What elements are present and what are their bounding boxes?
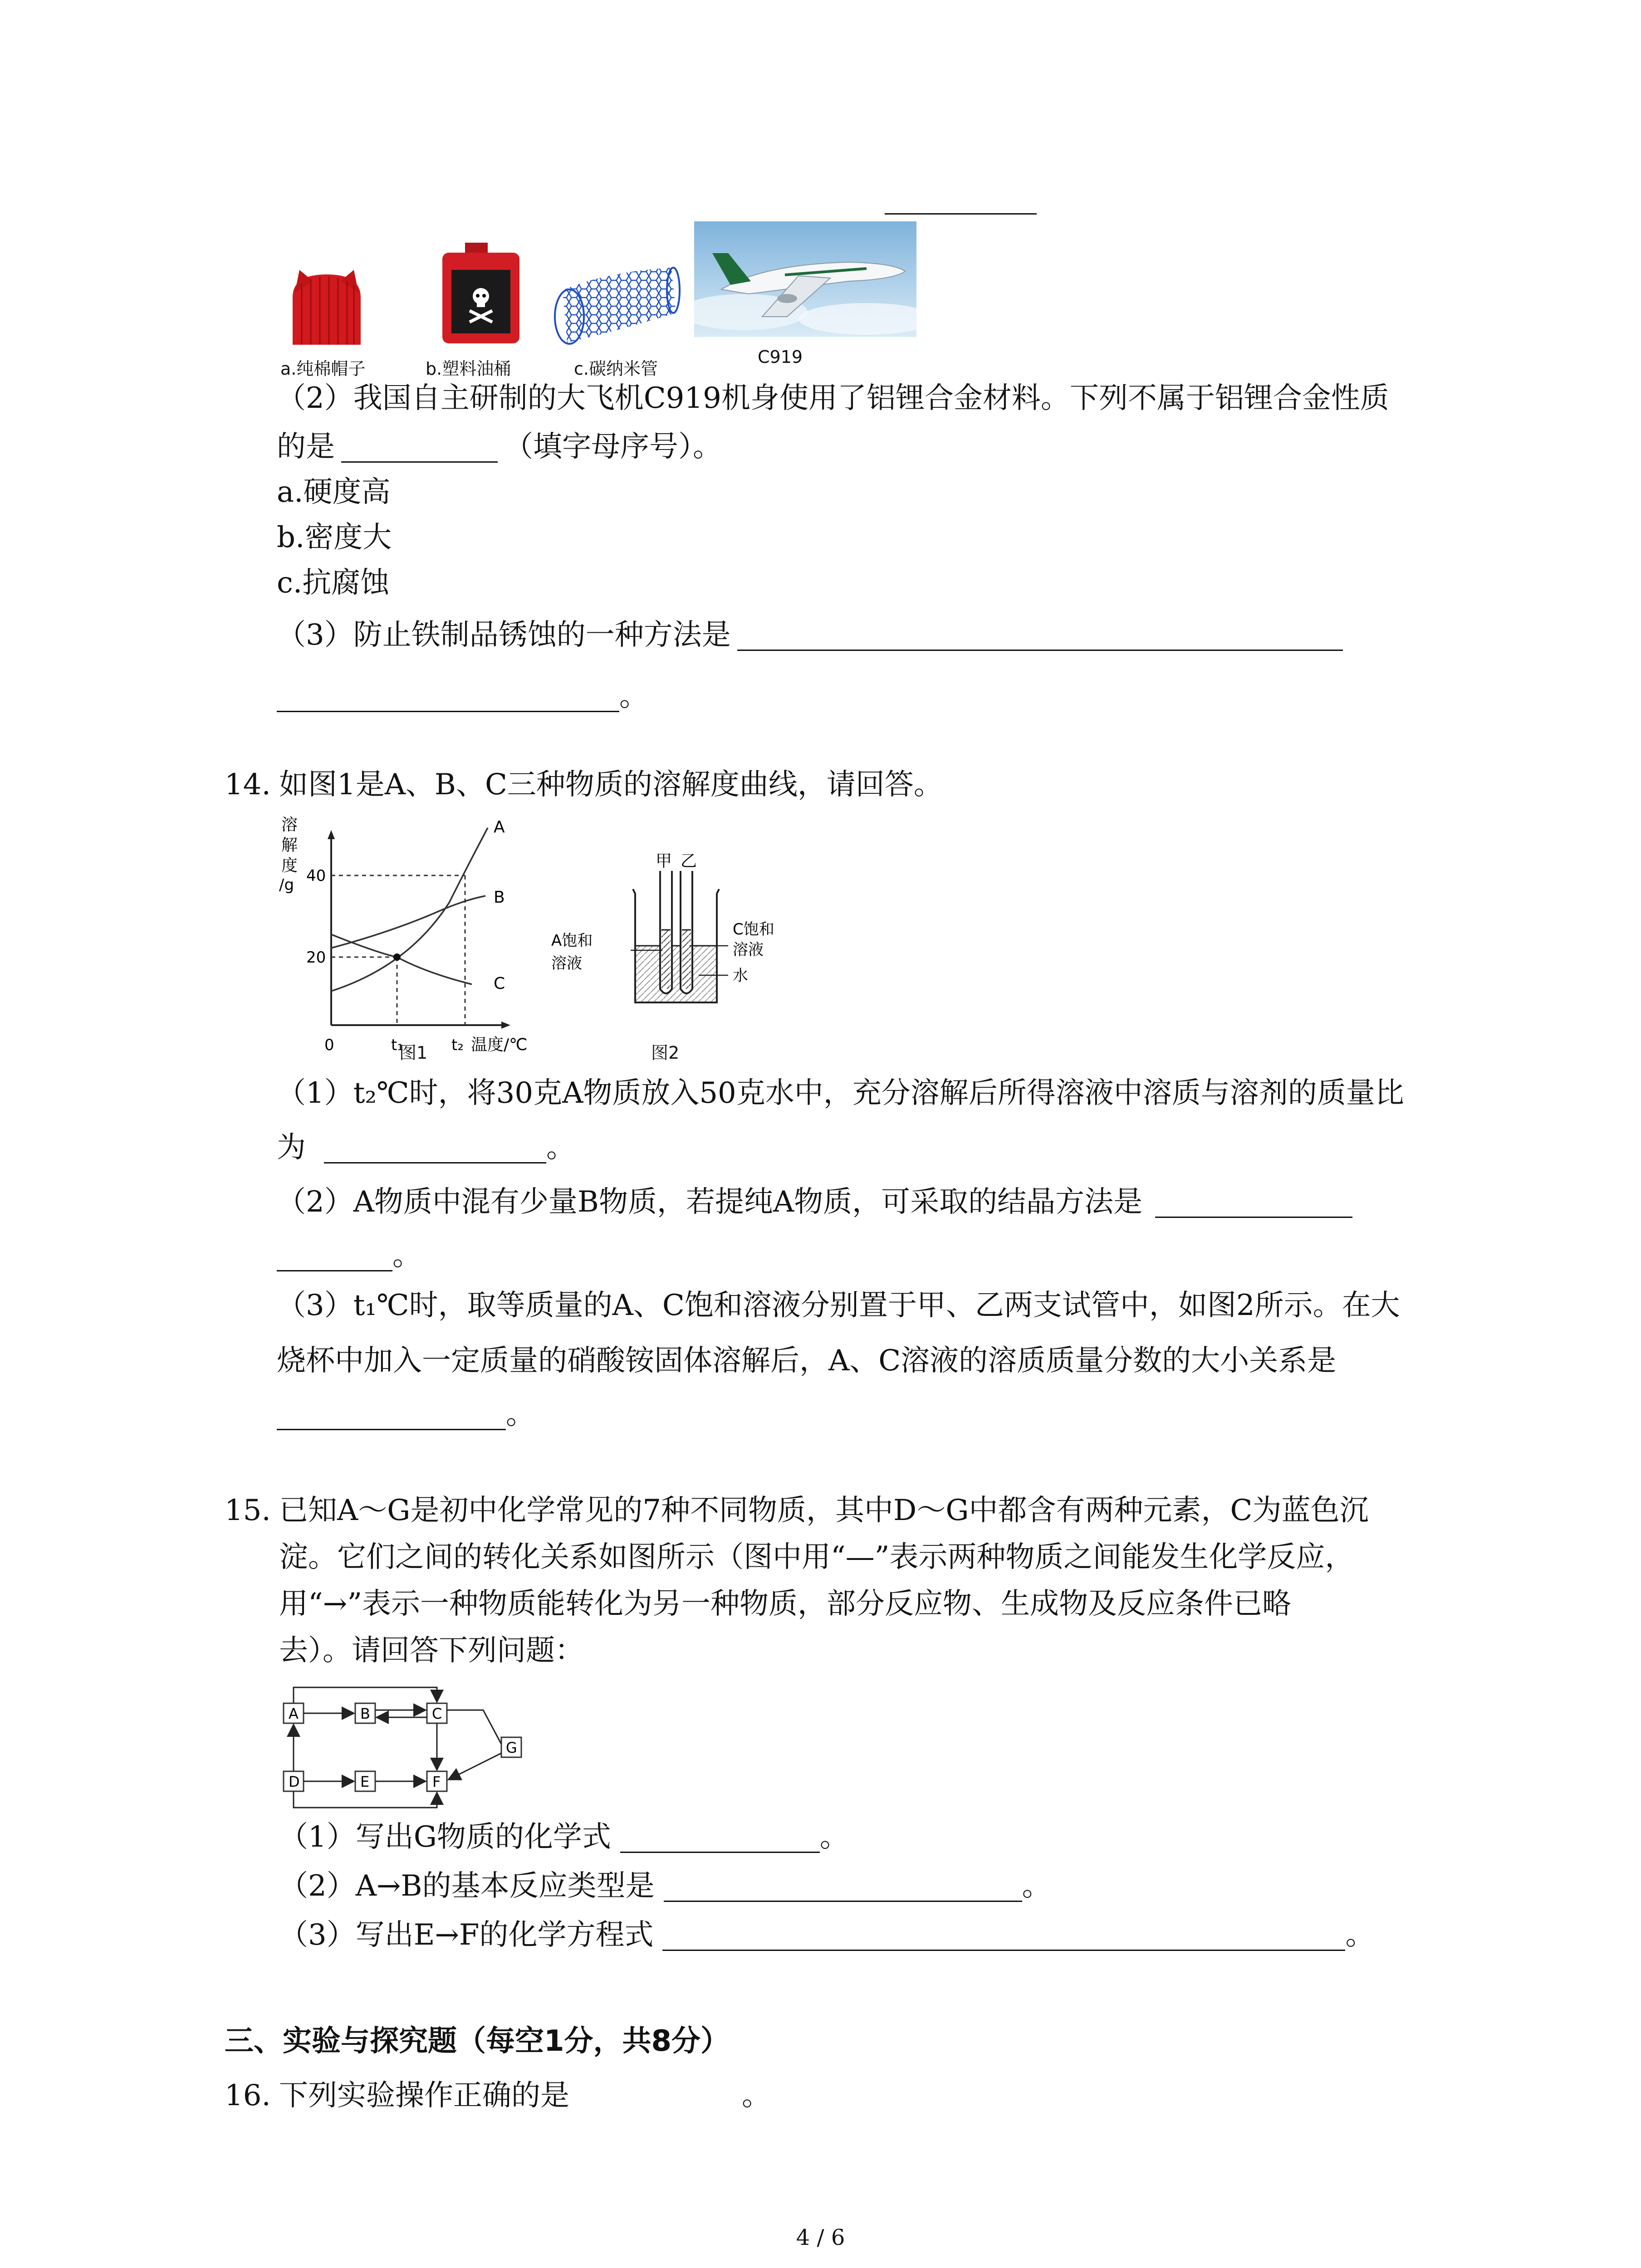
q13-part2-answer-blank[interactable] xyxy=(341,434,498,463)
node-F: F xyxy=(432,1773,441,1790)
picture-caption-c919: C919 xyxy=(758,347,803,367)
q15-part3 xyxy=(279,1917,1374,1953)
q14-figure1-caption: 图1 xyxy=(399,1043,428,1063)
q15-stem-line4: 去）。请回答下列问题： xyxy=(279,1634,584,1667)
q15-stem-line2: 淀。它们之间的转化关系如图所示（图中用“—”表示两种物质之间能发生化学反应， xyxy=(279,1540,1354,1574)
fig1-tick-t2: t₂ xyxy=(451,1036,464,1054)
q15-number: 15. xyxy=(225,1494,271,1527)
q13-option-c: c.抗腐蚀 xyxy=(277,566,390,600)
fig1-ylabel-2: 解 xyxy=(281,836,298,855)
q15-part1-end: 。 xyxy=(819,1820,849,1854)
q16-end: 。 xyxy=(742,2079,771,2112)
picture-caption-a: a.纯棉帽子 xyxy=(280,359,366,379)
fig2-right-label-1: C饱和 xyxy=(733,920,774,938)
q14-part3-answer-blank[interactable] xyxy=(277,1402,506,1430)
picture-c919-airplane xyxy=(694,221,916,337)
q14-part1-prefix: 为 xyxy=(277,1131,306,1164)
q15-part1-prefix: （1）写出G物质的化学式 xyxy=(279,1820,611,1854)
fig2-left-label-1: A饱和 xyxy=(551,932,593,950)
q15-part2-end: 。 xyxy=(1022,1869,1051,1903)
q14-part2-end: 。 xyxy=(392,1239,421,1272)
q13-option-a: a.硬度高 xyxy=(277,475,391,509)
q13-part3-line1 xyxy=(277,617,1343,653)
q13-part3-answer-blank-1[interactable] xyxy=(737,622,1343,651)
q13-option-b: b.密度大 xyxy=(277,521,392,554)
q15-stem-line3: 用“→”表示一种物质能转化为另一种物质，部分反应物、生成物及反应条件已略 xyxy=(279,1587,1292,1621)
picture-cotton-hat xyxy=(281,265,372,349)
q13-part3-answer-blank-2[interactable] xyxy=(277,684,619,712)
node-E: E xyxy=(360,1773,370,1790)
fig2-left-label-2: 溶液 xyxy=(551,954,582,973)
fig1-tick-20: 20 xyxy=(306,948,326,967)
picture-plastic-barrel xyxy=(438,243,524,345)
picture-carbon-nanotube xyxy=(549,263,681,347)
fig1-tick-t1: t₁ xyxy=(391,1036,403,1054)
q14-stem: 如图1是A、B、C三种物质的溶解度曲线，请回答。 xyxy=(279,768,943,802)
q13-part2-line2 xyxy=(277,429,722,465)
q14-part3-end: 。 xyxy=(506,1398,535,1431)
fig1-ylabel-3: 度 xyxy=(281,856,298,875)
q16-prompt: 下列实验操作正确的是 xyxy=(279,2079,569,2112)
q14-part2-prefix: （2）A物质中混有少量B物质，若提纯A物质，可采取的结晶方法是 xyxy=(277,1185,1143,1219)
q14-part1-answer-blank[interactable] xyxy=(324,1135,546,1163)
fig1-label-A: A xyxy=(494,818,505,836)
fig2-right-label-2: 溶液 xyxy=(733,941,764,959)
picture-caption-c: c.碳纳米管 xyxy=(574,359,658,379)
q14-part3-line3 xyxy=(277,1396,535,1432)
node-B: B xyxy=(360,1705,370,1722)
q14-figure2-caption: 图2 xyxy=(651,1043,680,1063)
q15-part2-answer-blank[interactable] xyxy=(664,1873,1022,1902)
fig1-xlabel: 温度/℃ xyxy=(471,1036,528,1054)
q16-text xyxy=(279,2077,771,2114)
q13-part2-line1: （2）我国自主研制的大飞机C919机身使用了铝锂合金材料。下列不属于铝锂合金性质 xyxy=(277,381,1389,415)
q16-number: 16. xyxy=(225,2079,271,2112)
fig1-label-C: C xyxy=(494,974,505,993)
picture-caption-b: b.塑料油桶 xyxy=(426,359,511,379)
q15-part3-prefix: （3）写出E→F的化学方程式 xyxy=(279,1918,654,1952)
q15-part2 xyxy=(279,1868,1051,1904)
q15-part3-end: 。 xyxy=(1345,1918,1375,1952)
q14-figure2-beaker xyxy=(549,853,803,1025)
node-A: A xyxy=(289,1705,299,1722)
q15-stem-line1: 已知A～G是初中化学常见的7种不同物质，其中D～G中都含有两种元素，C为蓝色沉 xyxy=(279,1494,1369,1527)
q14-number: 14. xyxy=(225,768,271,802)
q13-part3-line2 xyxy=(277,678,648,714)
fig2-tube-yi: 乙 xyxy=(681,853,697,870)
q15-conversion-diagram xyxy=(279,1678,538,1814)
fig1-tick-40: 40 xyxy=(306,867,326,885)
q13-part2-prefix: 的是 xyxy=(277,430,335,464)
fig1-ylabel-1: 溶 xyxy=(281,816,298,834)
q14-part2-answer-blank-2[interactable] xyxy=(277,1243,392,1271)
fig1-ylabel-4: /g xyxy=(279,876,294,894)
q14-part1-line2 xyxy=(277,1129,575,1166)
node-C: C xyxy=(432,1705,442,1722)
q14-part3-line1: （3）t₁℃时，取等质量的A、C饱和溶液分别置于甲、乙两支试管中，如图2所示。在大 xyxy=(277,1289,1400,1322)
q15-part3-answer-blank[interactable] xyxy=(662,1922,1345,1951)
fig1-origin: 0 xyxy=(324,1036,334,1054)
section3-title: 三、实验与探究题（每空1分，共8分） xyxy=(225,2024,730,2058)
q15-part1-answer-blank[interactable] xyxy=(620,1824,820,1853)
node-D: D xyxy=(289,1773,300,1790)
q15-part2-prefix: （2）A→B的基本反应类型是 xyxy=(279,1869,655,1903)
q14-part1-end: 。 xyxy=(546,1131,575,1164)
q14-part2-line2 xyxy=(277,1237,421,1274)
q14-part1-line1: （1）t₂℃时，将30克A物质放入50克水中，充分溶解后所得溶液中溶质与溶剂的质量比 xyxy=(277,1076,1404,1110)
fig2-tube-jia: 甲 xyxy=(656,853,672,870)
q13-part3-end: 。 xyxy=(619,679,648,713)
fig2-water-label: 水 xyxy=(733,967,748,985)
q14-part3-line2: 烧杯中加入一定质量的硝酸铵固体溶解后，A、C溶液的溶质质量分数的大小关系是 xyxy=(277,1344,1337,1378)
q13-part3-prefix: （3）防止铁制品锈蚀的一种方法是 xyxy=(277,618,731,652)
page-number: 4 / 6 xyxy=(796,2225,845,2250)
top-blank-line xyxy=(885,213,1037,215)
q14-part2-answer-blank-1[interactable] xyxy=(1155,1189,1352,1218)
q14-part2-line1 xyxy=(277,1184,1352,1220)
q13-part2-suffix: （填字母序号）。 xyxy=(504,430,722,464)
q15-part1 xyxy=(279,1819,849,1855)
fig1-label-B: B xyxy=(494,888,505,907)
q14-figure1-solubility-chart xyxy=(272,812,544,1075)
node-G: G xyxy=(506,1739,517,1756)
